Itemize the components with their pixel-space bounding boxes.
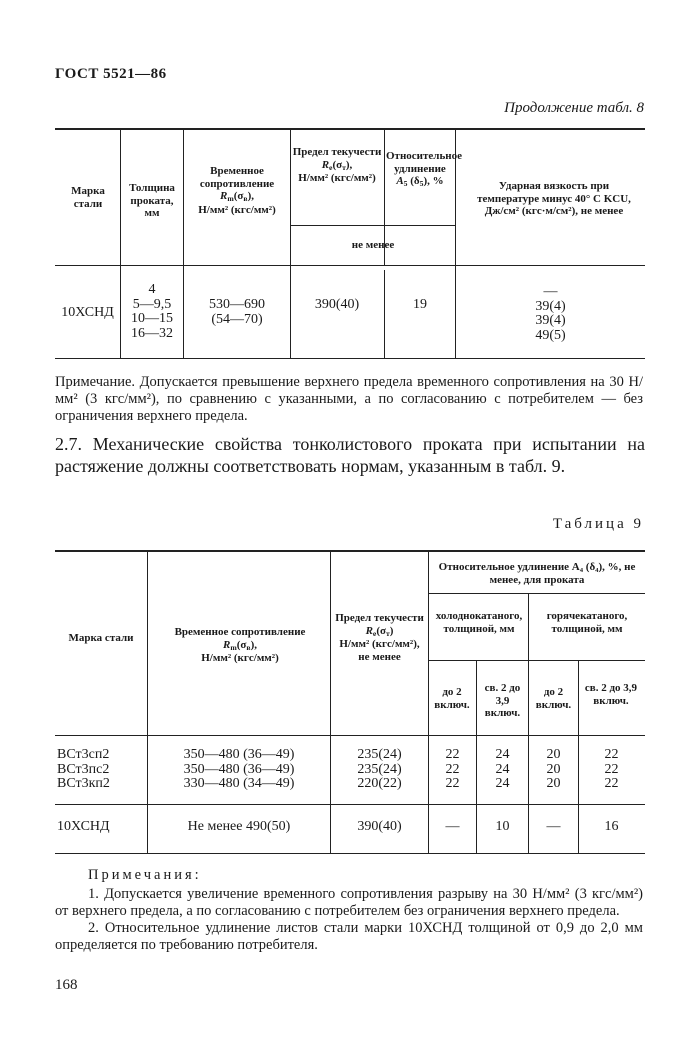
t9-header-yield-text: Предел текучести	[335, 612, 424, 624]
t8-thickness-1: 5—9,5	[132, 296, 172, 312]
t9-yield-3: 390(40)	[357, 819, 402, 834]
t9-h1-1: 20	[546, 761, 561, 777]
t9-notes	[55, 886, 643, 954]
t8-cell-thickness	[122, 283, 182, 342]
t9-c1-1: 22	[445, 761, 460, 777]
t8-header-tensile	[194, 165, 280, 217]
t9-header-hot: горячекатаного, толщиной, мм	[546, 610, 628, 635]
t9-header-cold: холоднокатаного, толщиной, мм	[435, 610, 523, 635]
t9-h1-2: 20	[546, 776, 561, 792]
t9-yield-1: 235(24)	[357, 761, 402, 777]
t8-thickness-3: 16—32	[131, 326, 173, 342]
t8-header-elong	[386, 150, 463, 189]
table-continuation-caption: Продолжение табл. 8	[504, 100, 644, 116]
t8-cell-tensile	[185, 298, 289, 327]
t9-note-2: 2. Относительное удлинение листов стали марки 10ХСНД толщиной от 0,9 до 2,0 мм определяется по требованию потребителя.	[55, 920, 643, 954]
t9-h1-0: 20	[546, 747, 561, 762]
t8-header-thickness: Толщина проката, мм	[129, 182, 175, 220]
t8-cell-grade: 10ХСНД	[61, 305, 114, 320]
t8-impact-3: 49(5)	[535, 328, 566, 344]
t9-notes-title: Примечания:	[88, 867, 202, 883]
t8-tensile-1: (54—70)	[211, 311, 263, 327]
t8-note: Примечание. Допускается превышение верхнего предела временного сопротивления на 30 Н/мм² (3 кгс/мм²), по сравнению с указанными, а по согласованию с потребителем — без ограничения верхнего предела.	[55, 374, 643, 425]
t9-c2-1: 24	[495, 761, 510, 777]
t9-header-yield	[333, 612, 426, 664]
t8-header-not-less: не менее	[351, 239, 395, 251]
t8-cell-impact	[458, 285, 643, 344]
t8-impact-2: 39(4)	[535, 313, 566, 329]
t9-header-grade: Марка стали	[68, 632, 134, 644]
t9-h2-3: 16	[604, 819, 619, 834]
t9-cell-h1-group	[530, 748, 577, 792]
t8-header-elong-symbol: $A_5$ $(\delta_5)$, %	[396, 175, 444, 189]
t9-header-tensile-text: Временное сопротивление	[174, 626, 306, 638]
t8-header-yield-unit: Н/мм² (кгс/мм²)	[298, 172, 376, 185]
t8-header-elong-text: Относительное удлинение	[386, 150, 463, 175]
t9-h2-1: 22	[604, 761, 619, 777]
t9-cell-yield-group	[332, 748, 427, 792]
t8-thickness-0: 4	[148, 282, 156, 297]
t9-c2-3: 10	[495, 819, 510, 834]
t9-cell-tensile-group	[150, 748, 328, 792]
t9-tensile-1: 350—480 (36—49)	[183, 761, 295, 777]
page-number: 168	[55, 977, 78, 993]
t9-c1-2: 22	[445, 776, 460, 792]
document-code: ГОСТ 5521—86	[55, 66, 167, 82]
t8-cell-elong: 19	[413, 297, 427, 312]
t9-c2-2: 24	[495, 776, 510, 792]
t9-grade-3: 10ХСНД	[57, 819, 110, 834]
t9-cell-c2-group	[478, 748, 527, 792]
t8-header-tensile-text: Временное сопротивление	[199, 165, 275, 190]
t8-thickness-2: 10—15	[131, 311, 173, 327]
t9-header-tensile-symbol: $R_m(\sigma_в)$,	[223, 638, 257, 652]
table-9-caption: Таблица 9	[552, 516, 644, 532]
t9-tensile-2: 330—480 (34—49)	[183, 776, 295, 792]
t9-header-yield-unit: Н/мм² (кгс/мм²), не менее	[339, 638, 420, 664]
t8-header-yield-text: Предел текучести	[292, 146, 382, 158]
t9-yield-0: 235(24)	[357, 747, 402, 762]
t9-note-1: 1. Допускается увеличение временного сопротивления разрыву на 30 Н/мм² (3 кгс/мм²) от верхнего предела, а по согласованию с потребителем без ограничения верхнего предела.	[55, 886, 643, 920]
t9-c1-0: 22	[445, 747, 460, 762]
t8-tensile-0: 530—690	[209, 297, 265, 312]
paragraph-2-7: 2.7. Механические свойства тонколистового проката при испытании на растяжение должны соответствовать нормам, указанным в табл. 9.	[55, 434, 645, 476]
t9-header-yield-symbol: $R_e(\sigma_т)$	[365, 624, 394, 638]
t8-header-elong-unit: %	[432, 175, 444, 188]
t9-header-hot-over2: св. 2 до 3,9 включ.	[584, 682, 638, 707]
t9-h2-2: 22	[604, 776, 619, 792]
t8-header-grade: Марка стали	[71, 185, 105, 210]
t9-header-hot-upto2: до 2 включ.	[535, 686, 572, 711]
t9-yield-2: 220(22)	[357, 776, 402, 792]
t9-cell-grade-group	[57, 748, 145, 792]
t9-header-tensile-unit: Н/мм² (кгс/мм²)	[201, 652, 279, 665]
t8-impact-1: 39(4)	[535, 298, 566, 314]
t8-header-tensile-unit: Н/мм² (кгс/мм²)	[198, 204, 276, 217]
t8-header-tensile-sym: R	[220, 190, 228, 203]
t9-cell-h2-group	[580, 748, 643, 792]
t9-grade-1: ВСт3пс2	[57, 761, 110, 777]
t9-tensile-0: 350—480 (36—49)	[183, 747, 295, 762]
t9-h2-0: 22	[604, 747, 619, 762]
t9-header-elong: Относительное удлинение А₄ (δ₄), %, не менее, для проката	[438, 561, 636, 586]
t8-header-yield	[292, 146, 382, 185]
t9-header-tensile	[160, 626, 320, 665]
t8-header-yield-symbol: $R_e(\sigma_т)$,	[321, 158, 353, 172]
t9-header-cold-over2: св. 2 до 3,9 включ.	[484, 682, 521, 720]
t9-header-cold-upto2: до 2 включ.	[434, 686, 470, 711]
t9-grade-0: ВСт3сп2	[57, 747, 110, 762]
t9-c2-0: 24	[495, 747, 510, 762]
t9-c1-3: —	[445, 819, 460, 834]
t8-header-impact: Ударная вязкость при температуре минус 40° С KCU, Дж/см² (кгс·м/см²), не менее	[477, 180, 631, 218]
t9-tensile-3: Не менее 490(50)	[187, 819, 291, 834]
t8-header-tensile-symbol: $R_m(\sigma_в)$,	[220, 190, 254, 204]
t9-cell-c1-group	[430, 748, 475, 792]
t8-impact-0: —	[543, 284, 558, 299]
t9-grade-2: ВСт3кп2	[57, 776, 110, 792]
t8-cell-yield: 390(40)	[314, 297, 360, 312]
t9-h1-3: —	[546, 819, 561, 834]
